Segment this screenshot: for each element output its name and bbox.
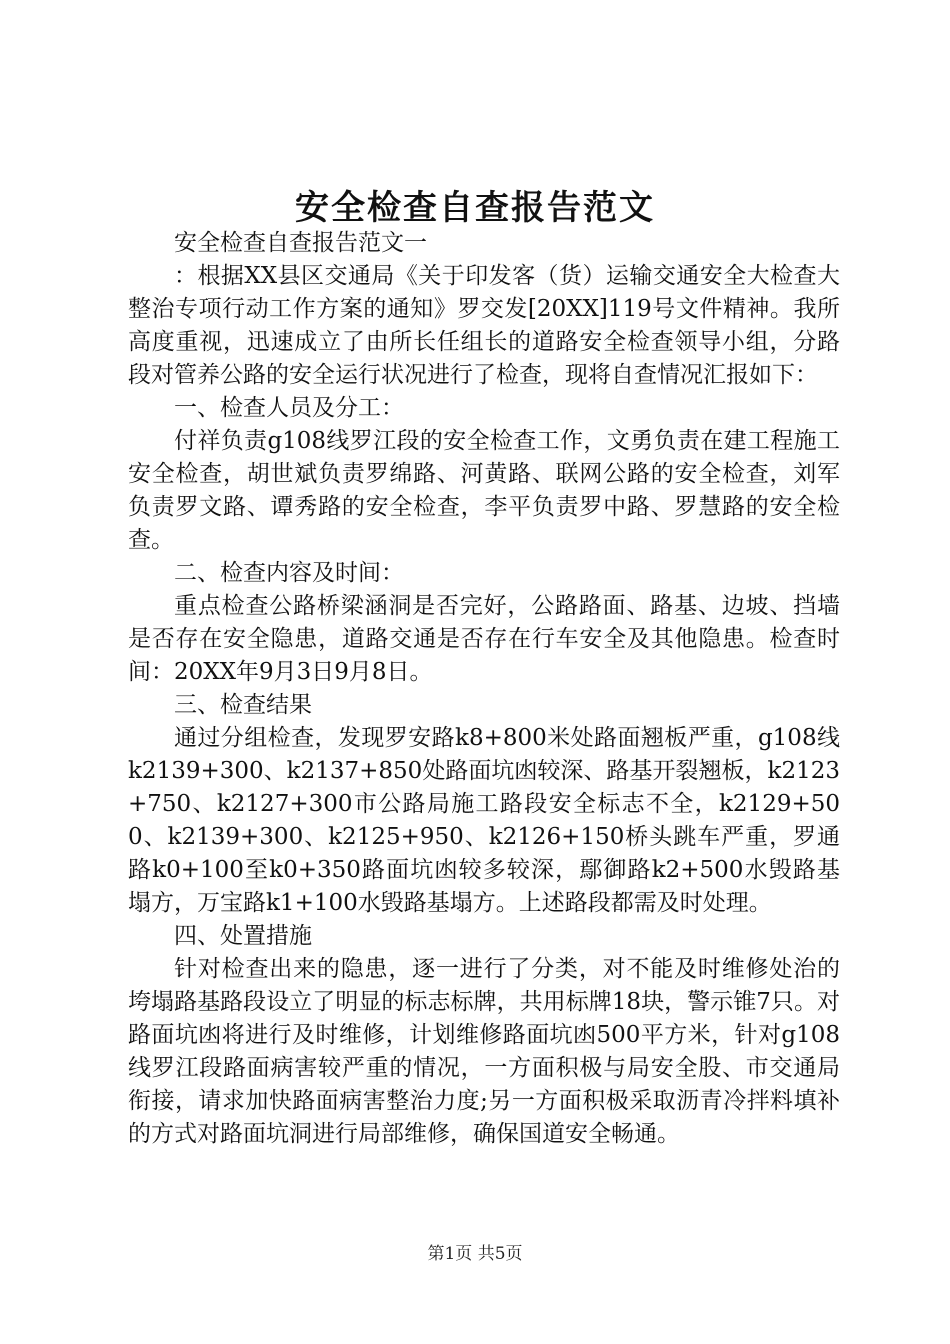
page-number-footer: 第1页 共5页 (427, 1244, 523, 1264)
body-paragraph: 付祥负责g108线罗江段的安全检查工作，文勇负责在建工程施工安全检查，胡世斌负责罗绵路、河黄路、联网公路的安全检查，刘军负责罗文路、谭秀路的安全检查，李平负责罗中路、罗慧路的安全检查。 (128, 428, 840, 553)
section-heading: 安全检查自查报告范文一 (174, 230, 427, 256)
document-title: 安全检查自查报告范文 (295, 188, 655, 228)
body-paragraph: 通过分组检查，发现罗安路k8+800米处路面翘板严重，g108线k2139+300、k2137+850处路面坑凼较深、路基开裂翘板，k2123+750、k2127+300市公路局施工路段安全标志不全，k2129+500、k2139+300、k2125+950、k2126+150桥头跳车严重，罗通路k0+100至k0+350路面坑凼较多较深，鄢御路k2+500水毁路基塌方，万宝路k1+100水毁路基塌方。上述路段都需及时处理。 (128, 725, 840, 916)
section-heading: 二、检查内容及时间： (174, 560, 404, 586)
section-heading: 四、处置措施 (174, 923, 312, 949)
body-paragraph: ：根据XX县区交通局《关于印发客（货）运输交通安全大检查大整治专项行动工作方案的通知》罗交发[20XX]119号文件精神。我所高度重视，迅速成立了由所长任组长的道路安全检查领导小组，分路段对管养公路的安全运行状况进行了检查，现将自查情况汇报如下： (128, 263, 840, 388)
body-paragraph: 针对检查出来的隐患，逐一进行了分类，对不能及时维修处治的垮塌路基路段设立了明显的标志标牌，共用标牌18块，警示锥7只。对路面坑凼将进行及时维修，计划维修路面坑凼500平方米，针对g108线罗江段路面病害较严重的情况，一方面积极与局安全股、市交通局衔接，请求加快路面病害整治力度;另一方面积极采取沥青冷拌料填补的方式对路面坑洞进行局部维修，确保国道安全畅通。 (128, 956, 840, 1147)
section-heading: 三、检查结果 (174, 692, 312, 718)
section-heading: 一、检查人员及分工： (174, 395, 404, 421)
body-paragraph: 重点检查公路桥梁涵洞是否完好，公路路面、路基、边坡、挡墙是否存在安全隐患，道路交通是否存在行车安全及其他隐患。检查时间：20XX年9月3日9月8日。 (128, 593, 840, 685)
document-body (128, 227, 840, 1151)
